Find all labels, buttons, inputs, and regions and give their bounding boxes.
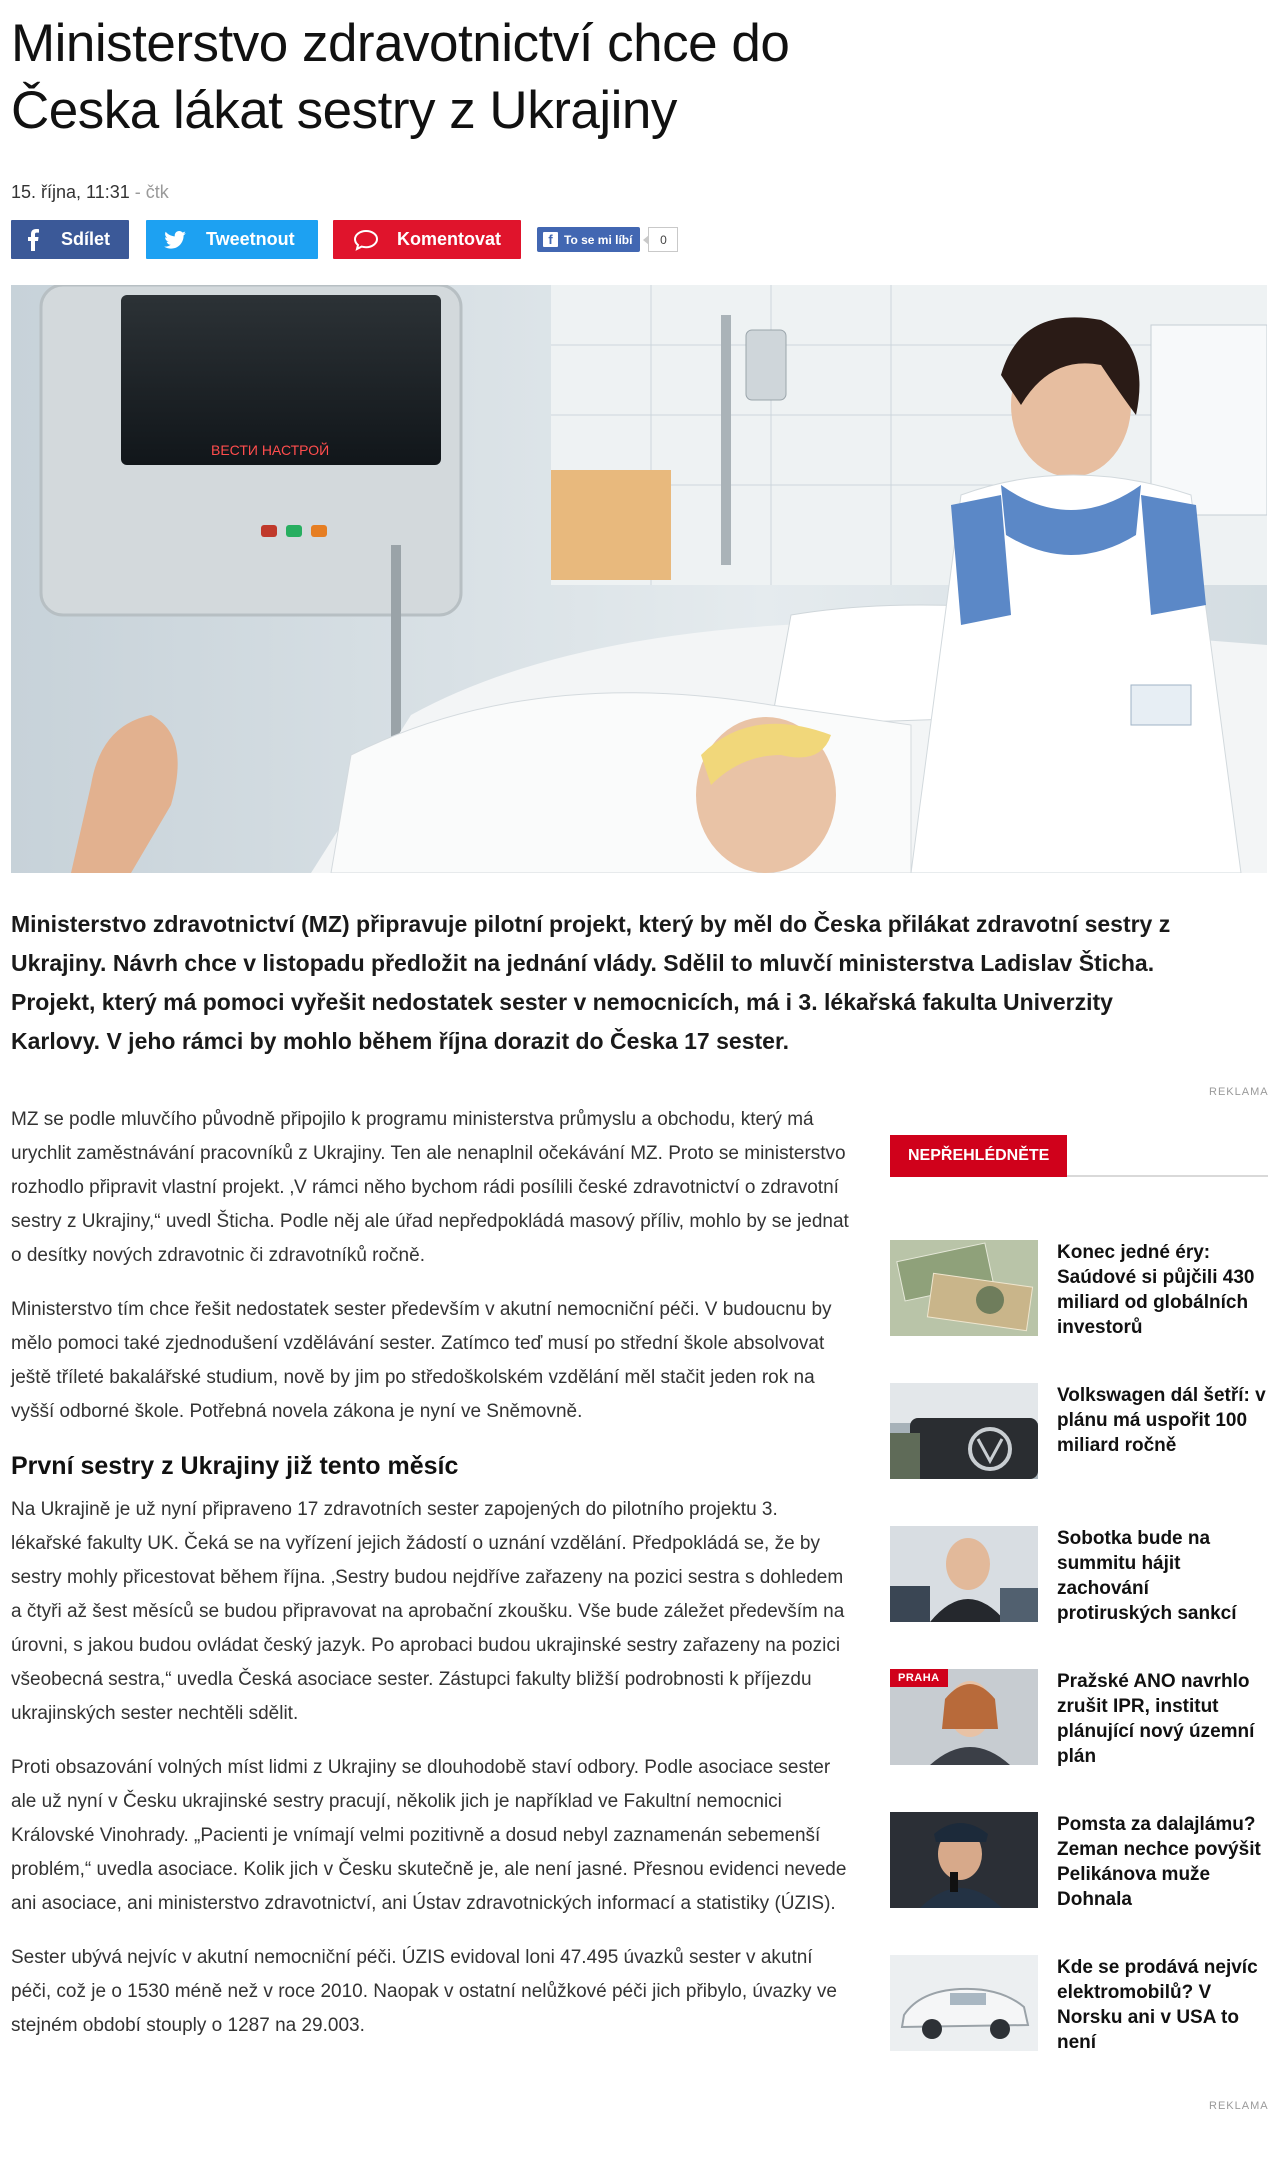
article-meta: 15. října, 11:31 - čtk	[11, 182, 169, 202]
article-perex: Ministerstvo zdravotnictví (MZ) připravuje pilotní projekt, který by měl do Česka přilákat zdravotní sestry z Ukrajiny. Návrh chce v listopadu předložit na jednání vlády. Sdělil to mluvčí ministerstva Ladislav Šticha. Projekt, který má pomoci vyřešit nedostatek sester v nemocnicích, má i 3. lékařská fakulta Univerzity Karlovy. V jeho rámci by mohlo během října dorazit do Česka 17 sester.	[11, 911, 1171, 1054]
sidebar-item-badge: PRAHA	[890, 1669, 948, 1687]
sidebar-heading-bar	[890, 1135, 1268, 1177]
twitter-share-label: Tweetnout	[206, 229, 295, 249]
sidebar-item-thumbnail	[890, 1669, 1038, 1765]
facebook-logo-icon: f	[543, 232, 558, 247]
sidebar-item-title: Pražské ANO navrhlo zrušit IPR, institut plánující nový územní plán	[1057, 1671, 1255, 1767]
ad-label-bottom: REKLAMA	[1209, 2100, 1269, 2112]
facebook-share-button[interactable]	[11, 220, 129, 259]
sidebar-item[interactable]	[890, 1955, 1268, 2085]
article-source: čtk	[145, 182, 169, 202]
comment-bubble-icon	[353, 229, 379, 251]
sidebar-dont-miss	[890, 1135, 1268, 2053]
article-subheading: První sestry z Ukrajiny již tento měsíc	[11, 1452, 459, 1480]
sidebar-item[interactable]	[890, 1526, 1268, 1656]
hero-photo-nurse-and-patient	[11, 285, 1267, 873]
comment-label: Komentovat	[397, 229, 502, 249]
facebook-like-count: 0	[648, 227, 678, 252]
sidebar-item[interactable]	[890, 1383, 1268, 1513]
sidebar-item-title: Pomsta za dalajlámu? Zeman nechce povýšit Pelikánova muže Dohnala	[1057, 1814, 1261, 1910]
sidebar-item-title: Volkswagen dál šetří: v plánu má uspořit 100 miliard ročně	[1057, 1385, 1266, 1456]
article-paragraph: MZ se podle mluvčího původně připojilo k programu ministerstva průmyslu a obchodu, který má urychlit zaměstnávání pracovníků z Ukrajiny. Ten ale nenaplnil očekávání MZ. Proto se ministerstvo rozhodlo připravit vlastní projekt. ‚V rámci něho bychom rádi posílili české zdravotnictví o zdravotní sestry z Ukrajiny,“ uvedl Šticha. Podle něj ale úřad nepředpokládá masový příliv, mohlo by se jednat o desítky nových zdravotnic či zdravotníků ročně.	[11, 1109, 849, 1266]
comment-button[interactable]	[333, 220, 521, 259]
facebook-like-widget	[537, 227, 678, 252]
sidebar-item[interactable]	[890, 1812, 1268, 1942]
article-paragraph: Na Ukrajině je už nyní připraveno 17 zdravotních sester zapojených do pilotního projektu 3. lékařské fakulty UK. Čeká se na vyřízení jejich žádostí o uznání vzdělání. Předpokládá se, že by sestry mohly přicestovat během října. ‚Sestry budou nejdříve zařazeny na pozici sestra s dohledem a čtyři až šest měsíců se budou připravovat na aprobační zkoušku. Vše bude záležet především na úrovni, s jakou budou ovládat český jazyk. Po aprobaci budou ukrajinské sestry zařazeny na pozici všeobecná sestra,“ uvedla Česká asociace sester. Zástupci fakulty bližší podrobnosti k příjezdu ukrajinských sester nechtěli sdělit.	[11, 1499, 845, 1724]
sidebar-item-thumbnail	[890, 1383, 1038, 1479]
article-paragraph: Sester ubývá nejvíc v akutní nemocniční péči. ÚZIS evidoval loni 47.495 úvazků sester v akutní péči, což je o 1530 méně než v roce 2010. Naopak v ostatní nelůžkové péči jich přibylo, úvazky ve stejném období stouply o 1287 na 29.003.	[11, 1947, 837, 2036]
facebook-share-label: Sdílet	[61, 229, 111, 249]
sidebar-item-thumbnail	[890, 1955, 1038, 2051]
sidebar-item-title: Kde se prodává nejvíc elektromobilů? V Norsku ani v USA to není	[1057, 1957, 1258, 2053]
article-paragraph: Ministerstvo tím chce řešit nedostatek sester především v akutní nemocniční péči. V budoucnu by mělo pomoci také zjednodušení vzdělávání sester. Zatímco teď musí po střední škole absolvovat ještě tříleté bakalářské studium, nově by jim po středoškolském vzdělání měl stačit jeden rok na vyšší odborné škole. Potřebná novela zákona je nyní ve Sněmovně.	[11, 1299, 832, 1422]
facebook-like-label: To se mi líbí	[564, 232, 633, 247]
sidebar-item-thumbnail	[890, 1812, 1038, 1908]
article-body	[11, 1103, 851, 2063]
sidebar-item-thumbnail	[890, 1526, 1038, 1622]
facebook-like-button[interactable]	[537, 227, 640, 252]
sidebar-item-title: Konec jedné éry: Saúdové si půjčili 430 miliard od globálních investorů	[1057, 1242, 1255, 1338]
sidebar-heading: NEPŘEHLÉDNĚTE	[890, 1135, 1067, 1177]
twitter-share-button[interactable]	[146, 220, 318, 259]
article-title: Ministerstvo zdravotnictví chce do Česka lákat sestry z Ukrajiny	[11, 14, 790, 140]
sidebar-item[interactable]	[890, 1669, 1268, 1799]
article-paragraph: Proti obsazování volných míst lidmi z Ukrajiny se dlouhodobě staví odbory. Podle asociace sester ale už nyní v Česku ukrajinské sestry pracují, několik jich je například ve Fakultní nemocnici Královské Vinohrady. „Pacienti je vnímají velmi pozitivně a dosud nebyl zaznamenán sebemenší problém,“ uvedla asociace. Kolik jich v Česku skutečně je, ale není jasné. Přesnou evidenci nevede ani asociace, ani ministerstvo zdravotnictví, ani Ústav zdravotnických informací a statistiky (ÚZIS).	[11, 1757, 847, 1914]
sidebar-item-title: Sobotka bude na summitu hájit zachování protiruských sankcí	[1057, 1528, 1237, 1624]
svg-text:ВЕСТИ НАСТРОЙ: ВЕСТИ НАСТРОЙ	[211, 442, 330, 458]
facebook-icon	[27, 229, 39, 251]
ad-label-top: REKLAMA	[1209, 1086, 1269, 1098]
sidebar-item[interactable]	[890, 1240, 1268, 1370]
article-hero-image	[11, 285, 1267, 873]
article-date: 15. října, 11:31	[11, 182, 130, 202]
sidebar-item-thumbnail	[890, 1240, 1038, 1336]
twitter-icon	[164, 231, 186, 249]
